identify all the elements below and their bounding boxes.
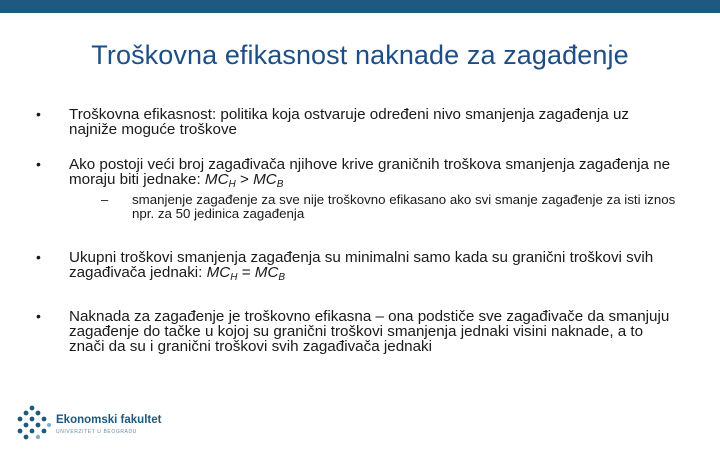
formula-operator: = — [237, 264, 255, 281]
bullet-text: Troškovna efikasnost: politika koja ostvaruje određeni nivo smanjenja zagađenja uz najniže moguće troškove — [69, 106, 630, 138]
formula-subscript: B — [276, 179, 284, 190]
bullet-item-3 — [36, 249, 676, 283]
bullet-marker: • — [36, 308, 41, 324]
sub-bullet-marker: – — [101, 192, 109, 207]
logo-name: Ekonomski fakultet — [56, 414, 162, 426]
formula-term: MC — [253, 171, 277, 188]
slide-title: Troškovna efikasnost naknade za zagađenje — [91, 40, 629, 70]
formula-term: MC — [206, 264, 231, 281]
logo-dots-icon — [16, 405, 52, 441]
bullet-item-1 — [36, 107, 676, 137]
bullet-item-2 — [36, 156, 676, 190]
formula-subscript: B — [278, 272, 286, 283]
sub-bullet-text: smanjenje zagađenje za sve nije troškovno efikasano ako svi smanje zagađenje za isti iznos npr. za 50 jedinica zagađenja — [132, 192, 676, 221]
bullet-marker: • — [36, 106, 41, 122]
bullet-text: Ako postoji veći broj zagađivača njihove krive graničnih troškova smanjenja zagađenja ne moraju biti jednake: — [69, 156, 671, 188]
formula-term: MC — [204, 171, 229, 188]
bullet-item-4 — [36, 309, 676, 354]
bullet-text: Naknada za zagađenje je troškovno efikasna – ona podstiče sve zagađivače da smanjuju zagađenje do tačke u kojoj su granični troškovi smanjenja jednaki visini naknade, a to znači da su i granični troškovi svih zagađivača jednaki — [69, 308, 670, 355]
bullet-text: Ukupni troškovi smanjenja zagađenja su minimalni samo kada su granični troškovi svih zagađivača jednaki: — [69, 249, 654, 281]
formula-term: MC — [254, 264, 279, 281]
bullet-marker: • — [36, 249, 41, 265]
sub-bullet-item — [101, 193, 676, 221]
bullet-marker: • — [36, 156, 41, 172]
slide-content — [36, 107, 676, 354]
formula-subscript: H — [230, 272, 238, 283]
logo-subtitle: UNIVERZITET U BEOGRADU — [56, 429, 137, 435]
top-bar — [0, 0, 720, 13]
formula-subscript: H — [228, 179, 236, 190]
formula-operator: > — [235, 171, 254, 188]
faculty-logo — [16, 405, 166, 441]
